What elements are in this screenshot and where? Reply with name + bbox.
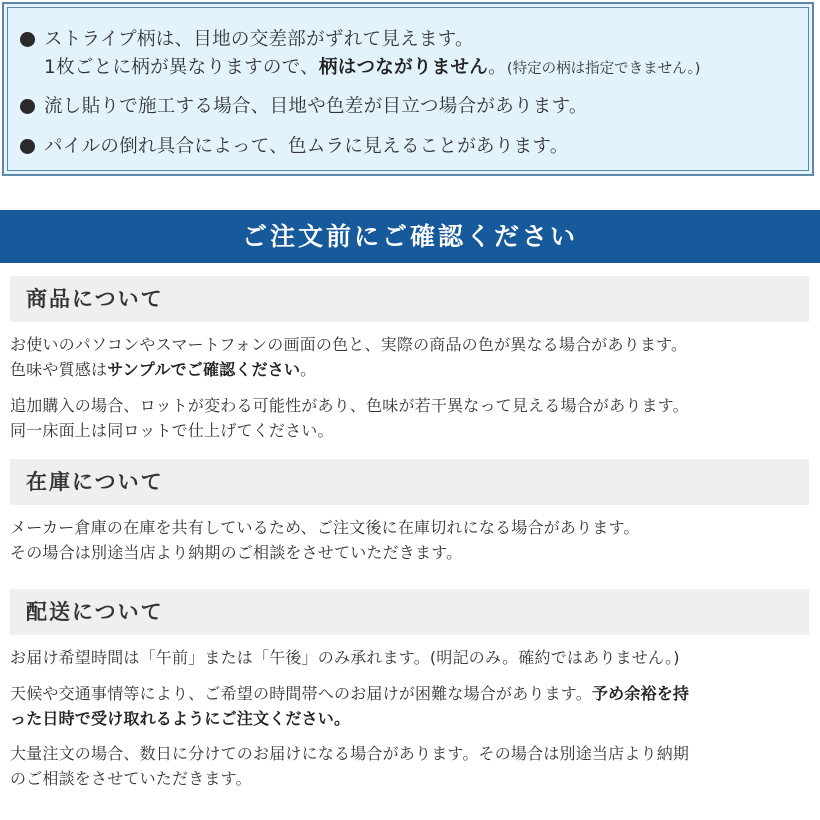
product-paragraph-lot	[10, 393, 810, 443]
paragraph-line-post: 。	[300, 360, 317, 379]
notice-bullet-text	[44, 26, 700, 83]
delivery-paragraph-time	[10, 645, 810, 670]
paragraph-bold: サンプルでご確認ください	[107, 360, 301, 379]
paragraph-line	[10, 706, 810, 731]
delivery-paragraph-weather	[10, 681, 810, 731]
paragraph-line: 大量注文の場合、数日に分けてのお届けになる場合があります。その場合は別途当店より納期	[10, 744, 690, 763]
notice-bullet-text: 流し貼りで施工する場合、目地や色差が目立つ場合があります。	[44, 96, 588, 117]
section-heading-product: 商品について	[10, 276, 809, 322]
paragraph-line	[10, 357, 810, 382]
bullet-dot-icon	[20, 139, 35, 154]
notice-bullet-line: ストライプ柄は、目地の交差部がずれて見えます。	[44, 29, 474, 50]
notice-bullet-line-pre: 1枚ごとに柄が異なりますので、	[44, 57, 319, 78]
paragraph-line-pre: 天候や交通事情等により、ご希望の時間帯へのお届けが困難な場合があります。	[10, 684, 592, 703]
bullet-dot-icon	[20, 99, 35, 114]
notice-bullet-small-note: (特定の柄は指定できません。)	[506, 61, 701, 77]
notice-bullet-text: パイルの倒れ具合によって、色ムラに見えることがあります。	[44, 136, 569, 157]
confirm-banner: ご注文前にご確認ください	[0, 210, 820, 263]
stock-paragraph	[10, 515, 810, 565]
paragraph-line: メーカー倉庫の在庫を共有しているため、ご注文後に在庫切れになる場合があります。	[10, 518, 640, 537]
paragraph-line: その場合は別途当店より納期のご相談をさせていただきます。	[10, 543, 463, 562]
paragraph-line: 追加購入の場合、ロットが変わる可能性があり、色味が若干異なって見える場合があります。	[10, 396, 689, 415]
notice-bullet-bold: 柄はつながりません	[318, 57, 489, 78]
paragraph-line-pre: 色味や質感は	[10, 360, 108, 379]
product-paragraph-color	[10, 332, 810, 382]
notice-box	[2, 2, 814, 176]
delivery-paragraph-bulk	[10, 741, 810, 791]
notice-bullet-line-post: 。	[488, 57, 507, 78]
paragraph-line	[10, 681, 810, 706]
paragraph-line: のご相談をさせていただきます。	[10, 769, 252, 788]
paragraph-bold: った日時で受け取れるようにご注文ください。	[10, 709, 351, 728]
paragraph-line: お届け希望時間は「午前」または「午後」のみ承れます。(明記のみ。確約ではありません。)	[10, 648, 680, 667]
bullet-dot-icon	[20, 32, 35, 47]
section-heading-stock: 在庫について	[10, 459, 809, 505]
paragraph-line: お使いのパソコンやスマートフォンの画面の色と、実際の商品の色が異なる場合があります。	[10, 335, 688, 354]
paragraph-line: 同一床面上は同ロットで仕上げてください。	[10, 421, 334, 440]
paragraph-bold: 予め余裕を持	[591, 684, 690, 703]
section-heading-delivery: 配送について	[10, 589, 809, 635]
